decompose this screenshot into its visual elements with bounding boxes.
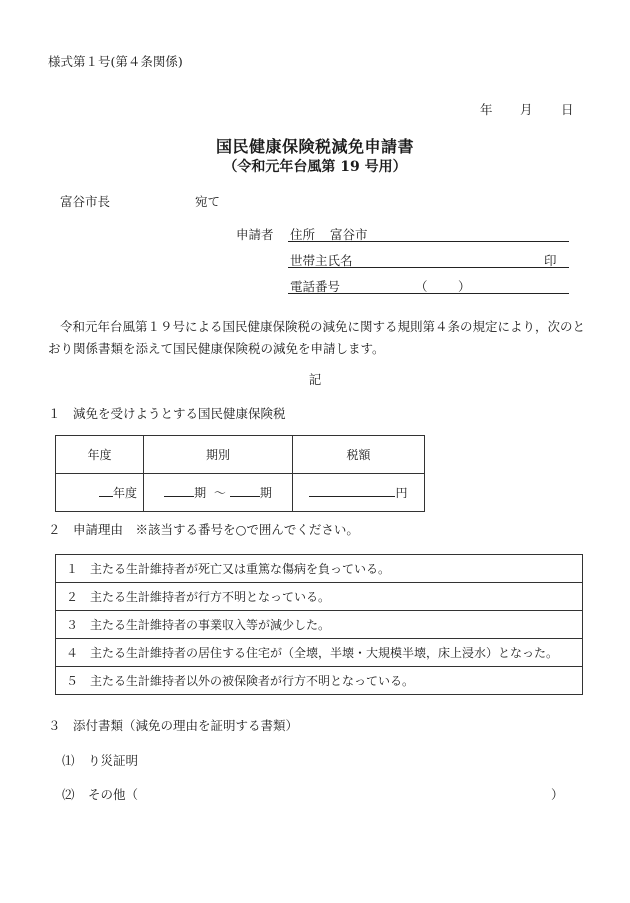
page-title: 国民健康保険税減免申請書 <box>215 137 414 156</box>
reason-item[interactable]: ３ 主たる生計維持者の事業収入等が減少した。 <box>56 611 583 639</box>
attachment-other-close: ） <box>551 787 564 802</box>
body-text: 令和元年台風第１９号による国民健康保険税の減免に関する規則第４条の規定により，次のとおり関係書類を添えて国民健康保険税の減免を申請します。 <box>48 319 586 356</box>
amount-cell[interactable] <box>293 474 425 512</box>
seal-mark: 印 <box>544 253 557 268</box>
date-day: 日 <box>561 102 574 117</box>
tax-table <box>55 435 425 512</box>
date-year: 年 <box>480 102 493 117</box>
period-tilde: ～ <box>213 486 226 500</box>
reason-item[interactable]: ４ 主たる生計維持者の居住する住宅が（全壊，半壊・大規模半壊，床上浸水）となった。 <box>56 639 583 667</box>
section2-heading: ２ 申請理由 ※該当する番号を○で囲んでください。 <box>48 522 359 537</box>
reason-item[interactable]: ２ 主たる生計維持者が行方不明となっている。 <box>56 583 583 611</box>
householder-label: 世帯主氏名 <box>290 253 353 268</box>
year-suffix: 年度 <box>112 486 137 500</box>
phone-paren-open: （ <box>415 279 428 294</box>
applicant-label: 申請者 <box>236 227 274 242</box>
reasons-table <box>55 554 583 695</box>
section1-heading: １ 減免を受けようとする国民健康保険税 <box>48 406 286 421</box>
header-amount: 税額 <box>293 436 425 474</box>
address-value: 富谷市 <box>330 227 368 242</box>
tax-table-row <box>56 474 425 512</box>
year-cell[interactable] <box>56 474 144 512</box>
form-number: 様式第１号(第４条関係) <box>48 54 183 69</box>
address-line <box>288 241 569 242</box>
section3-heading: ３ 添付書類（減免の理由を証明する書類） <box>48 718 299 733</box>
addressee-mayor: 富谷市長 <box>60 194 111 209</box>
amount-suffix: 円 <box>395 486 408 500</box>
header-year: 年度 <box>56 436 144 474</box>
addressee-honorific: 宛て <box>195 194 221 209</box>
date-month: 月 <box>520 102 533 117</box>
attachment-label: り災証明 <box>88 753 139 768</box>
phone-label: 電話番号 <box>290 279 341 294</box>
ki-label: 記 <box>308 372 322 387</box>
attachment-num: ⑵ <box>62 787 75 802</box>
reason-item[interactable]: ５ 主たる生計維持者以外の被保険者が行方不明となっている。 <box>56 667 583 695</box>
address-label: 住所 <box>290 227 316 242</box>
page-subtitle: （令和元年台風第 19 号用） <box>223 159 407 175</box>
reason-item[interactable]: １ 主たる生計維持者が死亡又は重篤な傷病を負っている。 <box>56 555 583 583</box>
attachment-num: ⑴ <box>62 753 75 768</box>
period-ki1: 期 <box>194 486 207 500</box>
period-cell[interactable] <box>144 474 293 512</box>
period-ki2: 期 <box>259 486 272 500</box>
tax-table-header <box>56 436 425 474</box>
phone-line <box>288 293 569 294</box>
householder-line <box>288 267 569 268</box>
attachment-label: その他（ <box>88 787 139 802</box>
phone-paren-close: ） <box>458 279 471 294</box>
header-period: 期別 <box>144 436 293 474</box>
